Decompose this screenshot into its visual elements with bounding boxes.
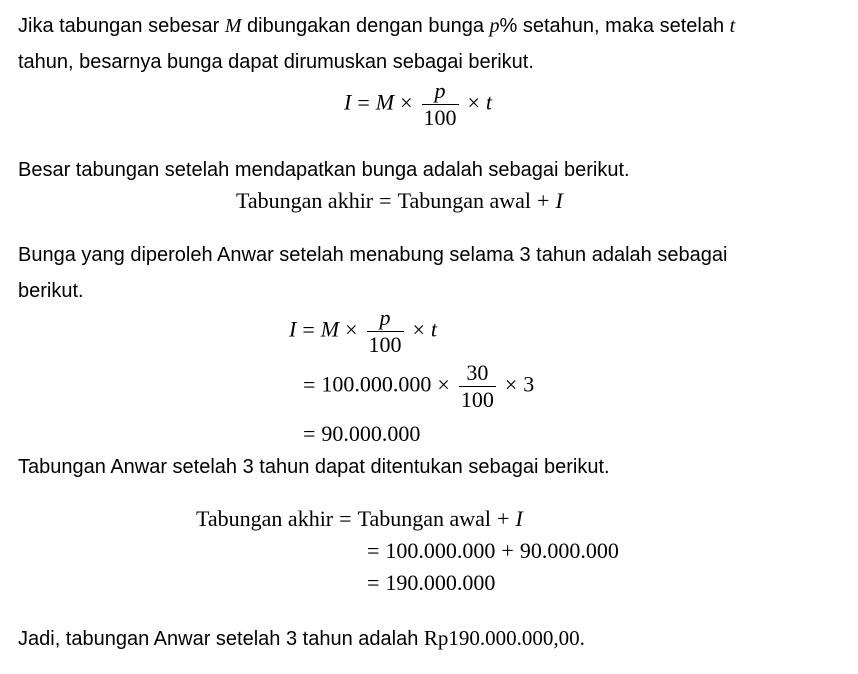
fraction-numerator: p bbox=[434, 78, 446, 103]
calcf2-eq: = bbox=[367, 538, 380, 563]
intro-line-2: tahun, besarnya bunga dapat dirumuskan sebagai berikut. bbox=[18, 51, 534, 73]
intro-line-1 bbox=[18, 14, 735, 38]
calc1-m: M bbox=[320, 316, 340, 342]
final-formula-eq: = bbox=[379, 188, 392, 213]
calc1-times-2: × bbox=[412, 316, 425, 342]
calc-final-row-1 bbox=[196, 506, 523, 532]
calc2-years: 3 bbox=[523, 371, 535, 397]
calcf2-plus: + bbox=[501, 538, 514, 563]
calc1-t: t bbox=[430, 316, 438, 342]
calcf1-plus: + bbox=[497, 506, 510, 531]
intro-text-1: Jika tabungan sebesar bbox=[18, 15, 220, 37]
calc1-eq: = bbox=[302, 316, 315, 342]
formula-t: t bbox=[485, 89, 493, 115]
intro-text-2: dibungakan dengan bunga bbox=[247, 15, 484, 37]
calcf3-result: 190.000.000 bbox=[385, 570, 496, 595]
calc1-denominator: 100 bbox=[368, 332, 402, 357]
calc2-eq: = bbox=[303, 371, 316, 397]
conclusion bbox=[18, 626, 585, 651]
calc-interest-row-2 bbox=[303, 361, 534, 412]
calc-interest-row-1 bbox=[289, 306, 437, 357]
formula-eq: = bbox=[357, 89, 370, 115]
calc2-numerator: 30 bbox=[466, 360, 489, 385]
calc2-principal: 100.000.000 bbox=[321, 371, 432, 397]
formula-times-2: × bbox=[467, 89, 480, 115]
formula-fraction bbox=[422, 79, 459, 130]
final-formula-rhs: Tabungan awal bbox=[397, 188, 532, 213]
final-intro: Besar tabungan setelah mendapatkan bunga adalah sebagai berikut. bbox=[18, 159, 630, 181]
calcf3-eq: = bbox=[367, 570, 380, 595]
calc1-times-1: × bbox=[345, 316, 358, 342]
calcf1-eq: = bbox=[339, 506, 352, 531]
calc-interest-row-3 bbox=[303, 421, 420, 447]
calc2-times-1: × bbox=[437, 371, 450, 397]
conclusion-amount: Rp190.000.000,00. bbox=[423, 626, 585, 650]
calc2-fraction bbox=[459, 361, 496, 412]
intro-text-3: % setahun, maka setelah bbox=[499, 15, 725, 37]
calc2-denominator: 100 bbox=[460, 387, 494, 412]
formula-m: M bbox=[375, 89, 395, 115]
anwar-interest-line-2: berikut. bbox=[18, 280, 84, 302]
calcf2-a: 100.000.000 bbox=[385, 538, 496, 563]
anwar-final-intro: Tabungan Anwar setelah 3 tahun dapat ditentukan sebagai berikut. bbox=[18, 456, 610, 478]
conclusion-text: Jadi, tabungan Anwar setelah 3 tahun adalah bbox=[18, 628, 419, 650]
calcf1-rhs: Tabungan awal bbox=[357, 506, 492, 531]
calc3-eq: = bbox=[303, 421, 316, 446]
calcf1-i: I bbox=[515, 506, 523, 531]
final-formula bbox=[236, 188, 563, 214]
var-t: t bbox=[729, 15, 736, 37]
calcf2-b: 90.000.000 bbox=[519, 538, 619, 563]
calcf1-lhs: Tabungan akhir bbox=[196, 506, 334, 531]
anwar-interest-line-1: Bunga yang diperoleh Anwar setelah menabung selama 3 tahun adalah sebagai bbox=[18, 244, 728, 266]
final-formula-i: I bbox=[555, 188, 563, 213]
calc1-lhs: I bbox=[289, 316, 297, 342]
calc-final-row-2 bbox=[361, 538, 619, 564]
formula-times-1: × bbox=[400, 89, 413, 115]
fraction-denominator: 100 bbox=[423, 105, 457, 130]
var-p: p bbox=[489, 15, 500, 37]
interest-formula bbox=[344, 79, 492, 130]
var-m: M bbox=[224, 15, 242, 37]
calc1-fraction bbox=[367, 306, 404, 357]
formula-lhs: I bbox=[344, 89, 352, 115]
calc-final-row-3 bbox=[361, 570, 495, 596]
final-formula-plus: + bbox=[537, 188, 550, 213]
calc2-times-2: × bbox=[504, 371, 518, 397]
calc3-result: 90.000.000 bbox=[321, 421, 421, 446]
final-formula-lhs: Tabungan akhir bbox=[236, 188, 374, 213]
calc1-numerator: p bbox=[379, 305, 391, 330]
